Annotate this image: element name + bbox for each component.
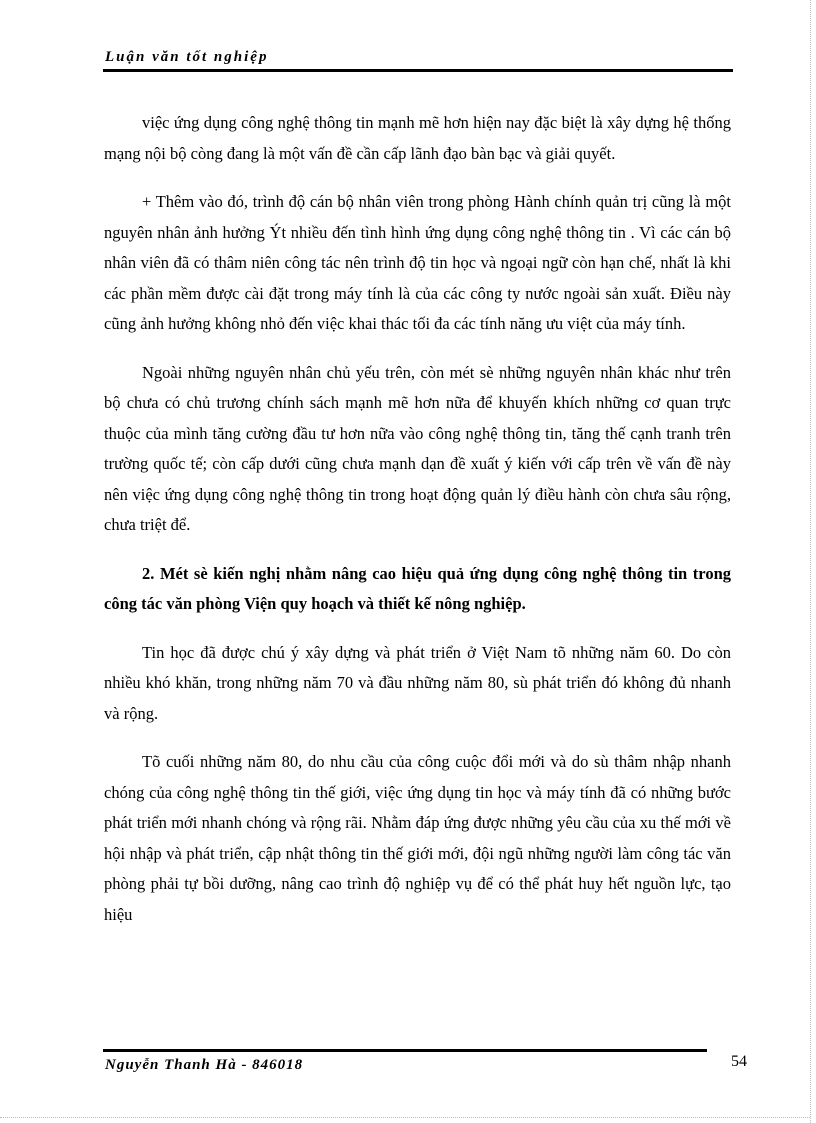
paragraph-staff-qualification: + Thêm vào đó, trình độ cán bộ nhân viên trong phòng Hành chính quản trị cũng là một nguyên nhân ảnh hưởng Ýt nhiều đến tình hình ứng dụng công nghệ thông tin . Vì các cán bộ nhân viên đã có thâm niên công tác nên trình độ tin học và ngoại ngữ còn hạn chế, nhất là khi các phần mềm được cài đặt trong máy tính là của các công ty nước ngoài sản xuất. Điều này cũng ảnh hưởng không nhỏ đến việc khai thác tối đa các tính năng ưu việt của máy tính.	[104, 192, 731, 333]
paragraph-continuation: việc ứng dụng công nghệ thông tin mạnh mẽ hơn hiện nay đặc biệt là xây dựng hệ thống mạng nội bộ còng đang là một vấn đề cần cấp lãnh đạo bàn bạc và giải quyết.	[104, 113, 731, 163]
paragraph-other-causes: Ngoài những nguyên nhân chủ yếu trên, còn mét sè những nguyên nhân khác như trên bộ chưa có chủ trương chính sách mạnh mẽ hơn nữa để khuyến khích những cơ quan trực thuộc của mình tăng cường đầu tư hơn nữa vào công nghệ thông tin, tăng thế cạnh tranh trên trường quốc tế; còn cấp dưới cũng chưa mạnh dạn đề xuất ý kiến với cấp trên về vấn đề này nên việc ứng dụng công nghệ thông tin trong hoạt động quản lý điều hành còn chưa sâu rộng, chưa triệt để.	[104, 362, 731, 534]
paragraph-it-history: Tin học đã được chú ý xây dựng và phát triển ở Việt Nam tõ những năm 60. Do còn nhiều khó khăn, trong những năm 70 và đầu những năm 80, sù phát triển đó không đủ nhanh và rộng.	[104, 642, 731, 723]
page-body	[104, 108, 731, 930]
footer-author: Nguyễn Thanh Hà - 846018	[105, 1057, 304, 1073]
page-number: 54	[731, 1053, 747, 1070]
footer-divider	[103, 1049, 707, 1052]
page-edge-right	[810, 0, 812, 1123]
page-edge-bottom	[0, 1117, 810, 1119]
section-heading: 2. Mét sè kiến nghị nhằm nâng cao hiệu quả ứng dụng công nghệ thông tin trong công tác văn phòng Viện quy hoạch và thiết kế nông nghiệp.	[104, 563, 731, 613]
running-header: Luận văn tốt nghiệp	[105, 49, 269, 65]
header-divider	[103, 69, 733, 72]
paragraph-late-80s: Tõ cuối những năm 80, do nhu cầu của công cuộc đổi mới và do sù thâm nhập nhanh chóng của công nghệ thông tin thế giới, việc ứng dụng tin học và máy tính đã có những bước phát triển mới nhanh chóng và rộng rãi. Nhằm đáp ứng được những yêu cầu của xu thế mới về hội nhập và phát triển, cập nhật thông tin thế giới mới, đội ngũ những người làm công tác văn phòng phải tự bồi dưỡng, nâng cao trình độ nghiệp vụ để có thể phát huy hết nguồn lực, tạo hiệu	[104, 752, 731, 924]
